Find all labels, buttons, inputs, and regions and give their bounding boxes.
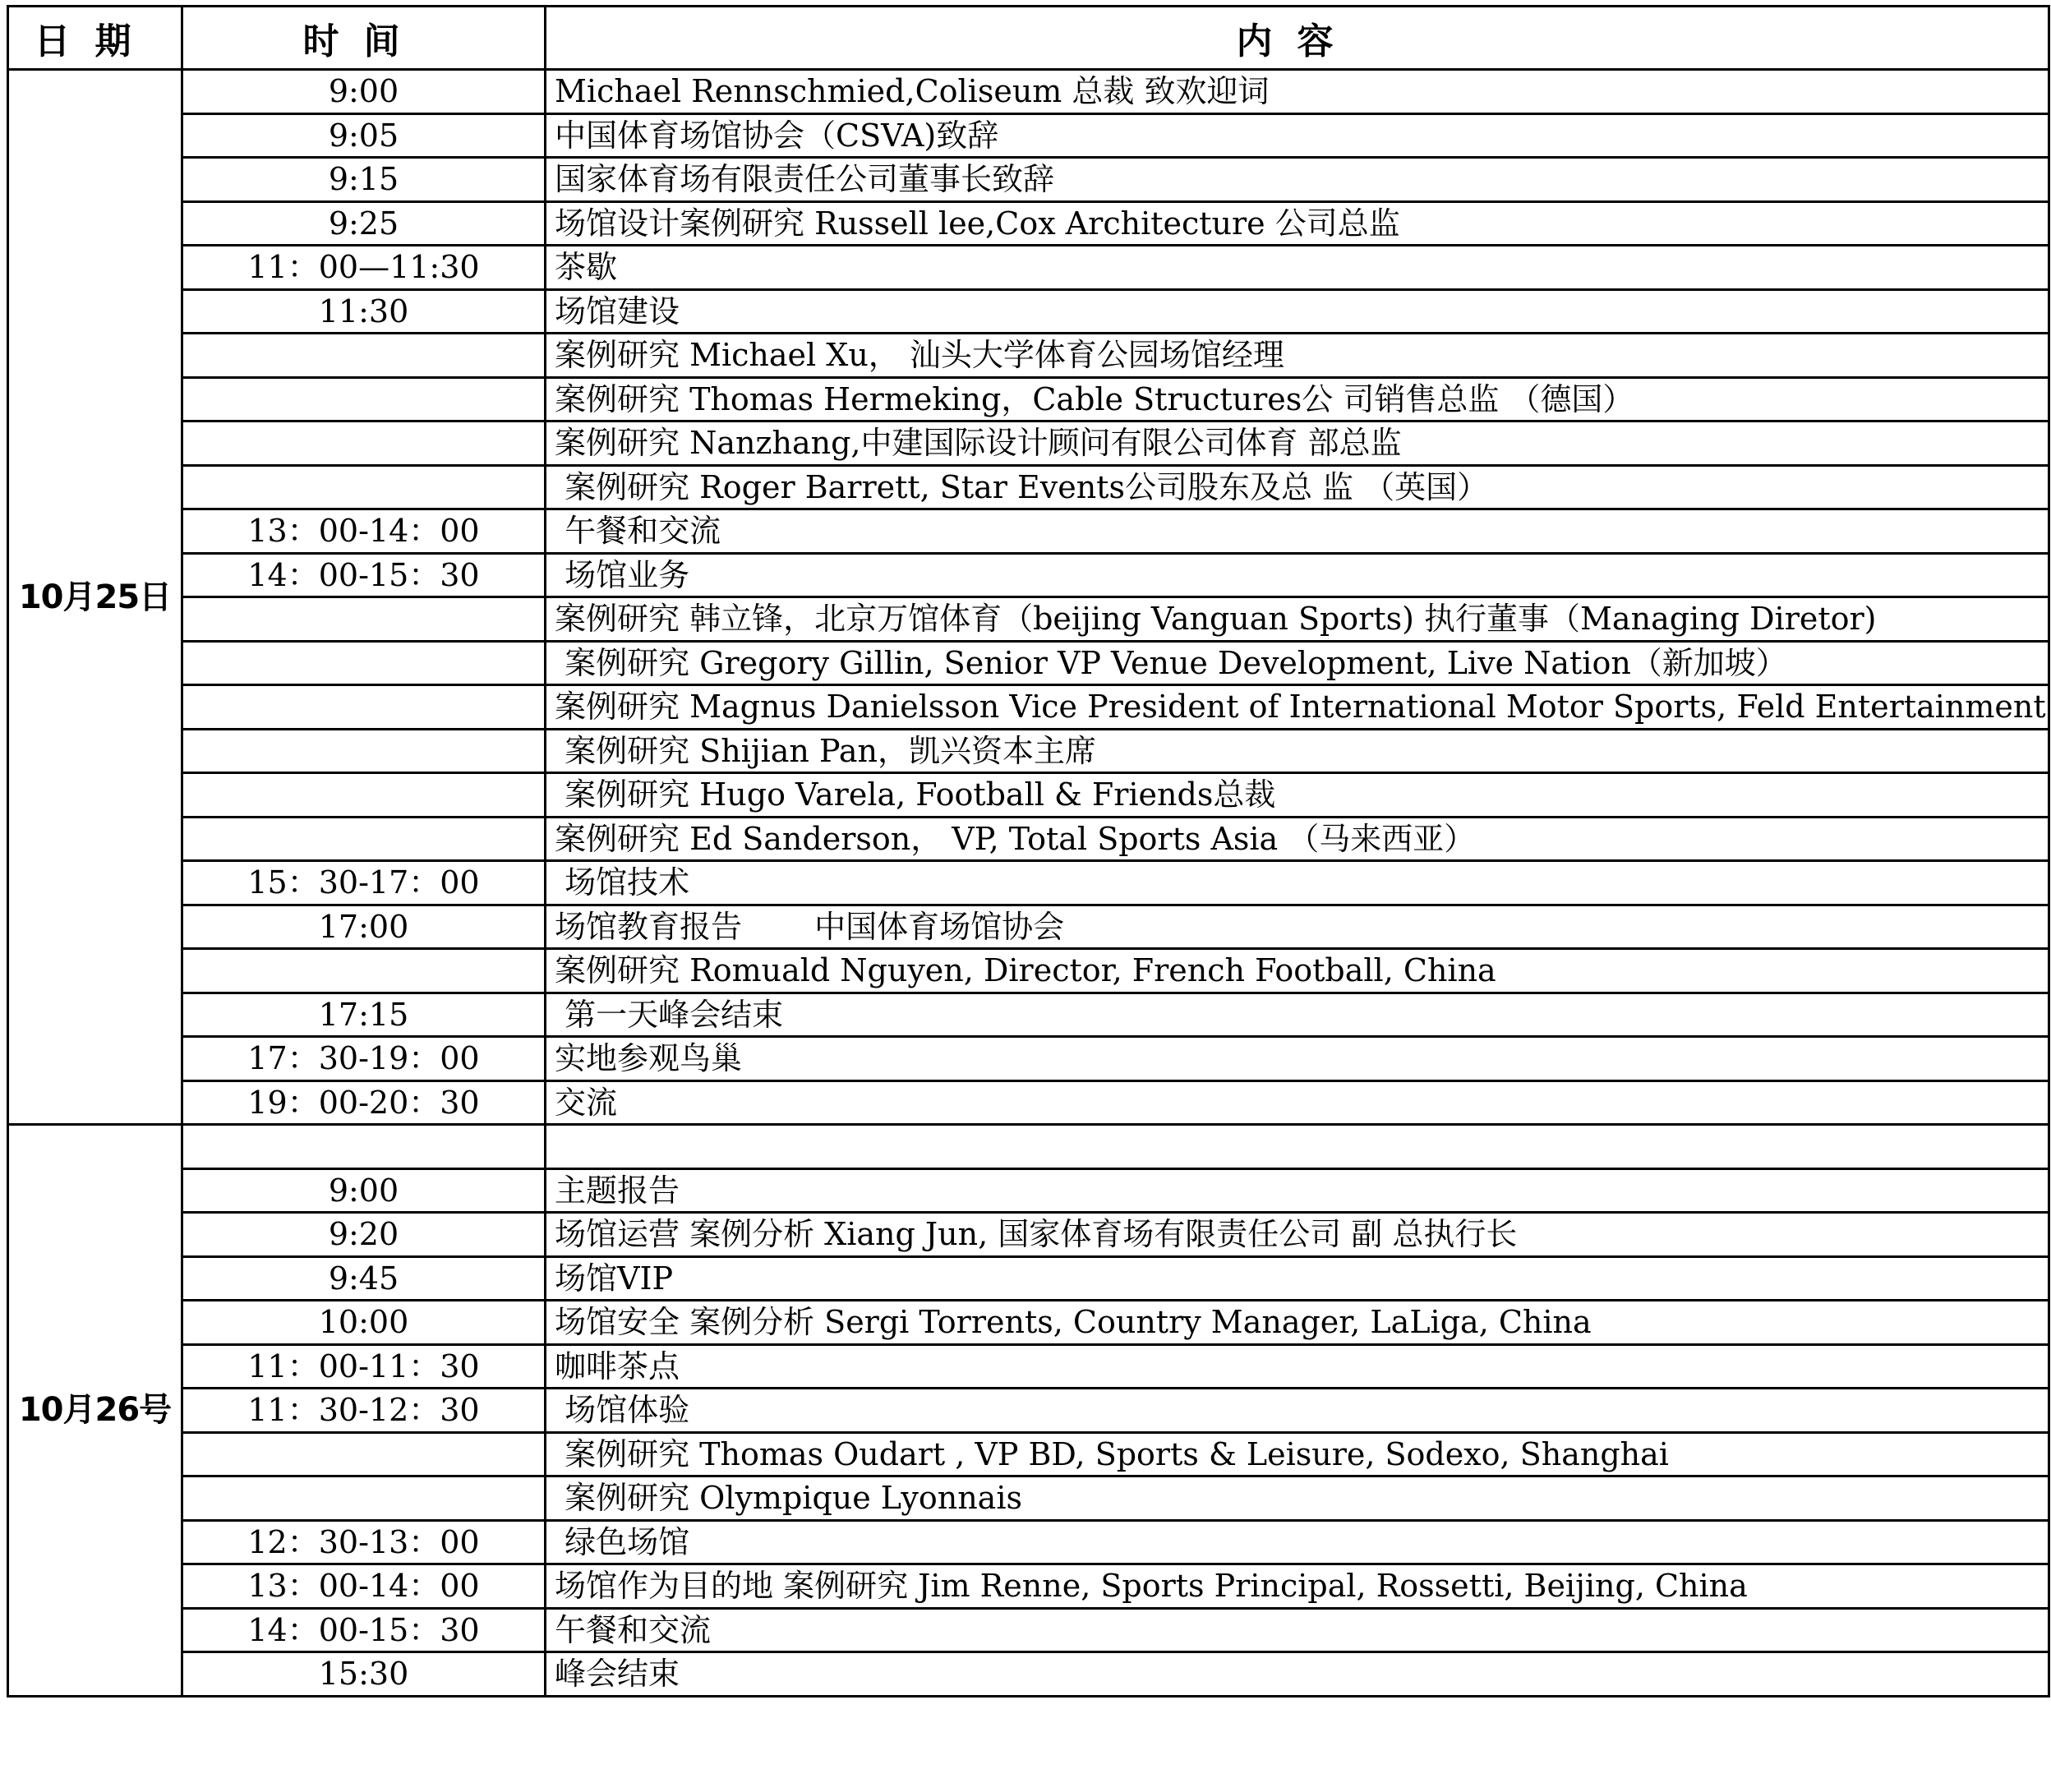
- table-row: [8, 246, 2049, 290]
- content-cell: 场馆设计案例研究 Russell lee,Cox Architecture 公司总监: [546, 201, 2049, 246]
- content-cell: 中国体育场馆协会（CSVA)致辞: [546, 113, 2049, 158]
- table-row: [8, 1432, 2049, 1476]
- content-cell: 案例研究 Romuald Nguyen, Director, French Football, China: [546, 949, 2049, 993]
- header-date: 日期: [8, 7, 182, 70]
- schedule-table: [7, 5, 2050, 1698]
- table-row: [8, 993, 2049, 1037]
- table-row: [8, 685, 2049, 730]
- content-cell: 场馆技术: [546, 861, 2049, 905]
- table-row: [8, 1168, 2049, 1213]
- table-row: [8, 1608, 2049, 1652]
- header-content: 内容: [546, 7, 2049, 70]
- content-cell: 案例研究 Magnus Danielsson Vice President of International Motor Sports, Feld Entertainment: [546, 685, 2049, 730]
- time-cell: [182, 641, 546, 685]
- table-row: [8, 509, 2049, 554]
- time-cell: 15：30-17：00: [182, 861, 546, 905]
- time-cell: 12：30-13：00: [182, 1520, 546, 1564]
- table-row: [8, 905, 2049, 949]
- content-cell: 场馆业务: [546, 553, 2049, 597]
- table-row: [8, 597, 2049, 642]
- table-row: [8, 1564, 2049, 1609]
- content-cell: 实地参观鸟巢: [546, 1037, 2049, 1081]
- time-cell: [182, 817, 546, 861]
- time-cell: [182, 334, 546, 378]
- time-cell: 19：00-20：30: [182, 1080, 546, 1125]
- table-row: [8, 1652, 2049, 1697]
- content-cell: 峰会结束: [546, 1652, 2049, 1697]
- content-cell: 案例研究 Olympique Lyonnais: [546, 1476, 2049, 1521]
- date-cell: 10月26号: [8, 1125, 182, 1697]
- content-cell: 案例研究 Michael Xu， 汕头大学体育公园场馆经理: [546, 334, 2049, 378]
- time-cell: 15:30: [182, 1652, 546, 1697]
- time-cell: [182, 1432, 546, 1476]
- content-cell: 咖啡茶点: [546, 1344, 2049, 1389]
- time-cell: [182, 773, 546, 818]
- content-cell: 场馆运营 案例分析 Xiang Jun, 国家体育场有限责任公司 副 总执行长: [546, 1213, 2049, 1257]
- table-row: [8, 1256, 2049, 1301]
- table-row: [8, 1389, 2049, 1433]
- time-cell: 9:15: [182, 158, 546, 202]
- content-cell: 主题报告: [546, 1168, 2049, 1213]
- time-cell: [182, 597, 546, 642]
- content-cell: 场馆体验: [546, 1389, 2049, 1433]
- time-cell: 17:15: [182, 993, 546, 1037]
- time-cell: [182, 949, 546, 993]
- time-cell: [182, 1125, 546, 1169]
- time-cell: 14：00-15：30: [182, 1608, 546, 1652]
- content-cell: 场馆作为目的地 案例研究 Jim Renne, Sports Principal, Rossetti, Beijing, China: [546, 1564, 2049, 1609]
- content-cell: 交流: [546, 1080, 2049, 1125]
- content-cell: 案例研究 Hugo Varela, Football & Friends总裁: [546, 773, 2049, 818]
- table-row: [8, 729, 2049, 773]
- table-row: [8, 201, 2049, 246]
- content-cell: 国家体育场有限责任公司董事长致辞: [546, 158, 2049, 202]
- time-cell: 14：00-15：30: [182, 553, 546, 597]
- content-cell: 第一天峰会结束: [546, 993, 2049, 1037]
- table-row: [8, 289, 2049, 334]
- content-cell: 场馆建设: [546, 289, 2049, 334]
- content-cell: 案例研究 韩立锋，北京万馆体育（beijing Vanguan Sports) 执行董事（Managing Diretor): [546, 597, 2049, 642]
- time-cell: [182, 465, 546, 509]
- date-cell: 10月25日: [8, 70, 182, 1125]
- table-row: [8, 70, 2049, 114]
- table-row: [8, 158, 2049, 202]
- table-row: [8, 1301, 2049, 1345]
- time-cell: 13：00-14：00: [182, 1564, 546, 1609]
- time-cell: 9:00: [182, 70, 546, 114]
- content-cell: 案例研究 Roger Barrett, Star Events公司股东及总 监 （英国）: [546, 465, 2049, 509]
- table-row: [8, 377, 2049, 422]
- time-cell: 17:00: [182, 905, 546, 949]
- header-time: 时间: [182, 7, 546, 70]
- schedule-body: [8, 70, 2049, 1697]
- table-row: [8, 861, 2049, 905]
- table-row: [8, 113, 2049, 158]
- content-cell: 案例研究 Thomas Oudart , VP BD, Sports & Leisure, Sodexo, Shanghai: [546, 1432, 2049, 1476]
- time-cell: 11:30: [182, 289, 546, 334]
- content-cell: 案例研究 Thomas Hermeking，Cable Structures公 司销售总监 （德国）: [546, 377, 2049, 422]
- time-cell: 9:20: [182, 1213, 546, 1257]
- content-cell: 午餐和交流: [546, 1608, 2049, 1652]
- table-row: [8, 1476, 2049, 1521]
- content-cell: 案例研究 Gregory Gillin, Senior VP Venue Development, Live Nation（新加坡）: [546, 641, 2049, 685]
- content-cell: 案例研究 Ed Sanderson， VP, Total Sports Asia （马来西亚）: [546, 817, 2049, 861]
- table-row: [8, 553, 2049, 597]
- content-cell: 场馆教育报告 中国体育场馆协会: [546, 905, 2049, 949]
- time-cell: 17：30-19：00: [182, 1037, 546, 1081]
- time-cell: [182, 729, 546, 773]
- table-row: [8, 334, 2049, 378]
- table-row: [8, 422, 2049, 466]
- table-row: [8, 1037, 2049, 1081]
- table-row: [8, 1080, 2049, 1125]
- header-row: [8, 7, 2049, 70]
- table-row: [8, 773, 2049, 818]
- table-row: [8, 817, 2049, 861]
- time-cell: [182, 685, 546, 730]
- time-cell: 13：00-14：00: [182, 509, 546, 554]
- time-cell: 9:25: [182, 201, 546, 246]
- content-cell: 午餐和交流: [546, 509, 2049, 554]
- time-cell: 9:00: [182, 1168, 546, 1213]
- content-cell: 案例研究 Nanzhang,中建国际设计顾问有限公司体育 部总监: [546, 422, 2049, 466]
- content-cell: Michael Rennschmied,Coliseum 总裁 致欢迎词: [546, 70, 2049, 114]
- time-cell: 11：00—11:30: [182, 246, 546, 290]
- content-cell: [546, 1125, 2049, 1169]
- table-row: [8, 949, 2049, 993]
- time-cell: 10:00: [182, 1301, 546, 1345]
- time-cell: 11：30-12：30: [182, 1389, 546, 1433]
- content-cell: 场馆VIP: [546, 1256, 2049, 1301]
- content-cell: 案例研究 Shijian Pan，凯兴资本主席: [546, 729, 2049, 773]
- table-row: [8, 465, 2049, 509]
- time-cell: [182, 422, 546, 466]
- table-row: [8, 641, 2049, 685]
- content-cell: 场馆安全 案例分析 Sergi Torrents, Country Manager, LaLiga, China: [546, 1301, 2049, 1345]
- table-row: [8, 1213, 2049, 1257]
- time-cell: 9:05: [182, 113, 546, 158]
- content-cell: 绿色场馆: [546, 1520, 2049, 1564]
- time-cell: 11：00-11：30: [182, 1344, 546, 1389]
- table-row: [8, 1520, 2049, 1564]
- time-cell: 9:45: [182, 1256, 546, 1301]
- time-cell: [182, 1476, 546, 1521]
- table-row: [8, 1125, 2049, 1169]
- content-cell: 茶歇: [546, 246, 2049, 290]
- table-row: [8, 1344, 2049, 1389]
- time-cell: [182, 377, 546, 422]
